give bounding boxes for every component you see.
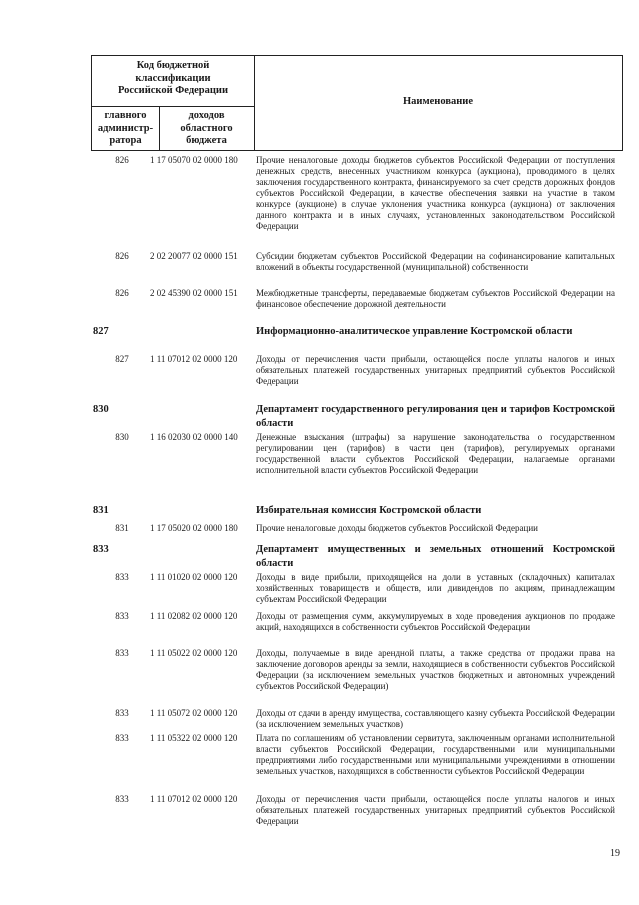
admin-code: 833 <box>115 733 129 743</box>
header-code-title: Код бюджетной классификации Российской Федерации <box>117 60 229 96</box>
admin-code: 831 <box>115 523 129 533</box>
budget-code: 1 11 05322 02 0000 120 <box>150 733 238 743</box>
revenue-description: Доходы в виде прибыли, приходящейся на доли в уставных (складочных) капиталах хозяйственных товариществ и обществ, или дивидендов по акциям, принадлежащим субъектам Российской Федерации <box>256 572 615 604</box>
budget-code: 1 17 05020 02 0000 180 <box>150 523 238 533</box>
budget-code: 1 11 05022 02 0000 120 <box>150 648 238 658</box>
budget-code: 1 11 07012 02 0000 120 <box>150 354 238 364</box>
admin-code: 833 <box>115 611 129 621</box>
header-name-title: Наименование <box>403 96 473 107</box>
admin-code: 827 <box>115 354 129 364</box>
revenue-description: Доходы от перечисления части прибыли, остающейся после уплаты налогов и иных обязательных платежей государственных унитарных предприятий субъектов Российской Федерации <box>256 354 615 386</box>
revenue-description: Прочие неналоговые доходы бюджетов субъектов Российской Федерации <box>256 523 538 533</box>
admin-code: 833 <box>115 794 129 804</box>
table-header <box>91 55 623 151</box>
budget-code: 1 11 02082 02 0000 120 <box>150 611 238 621</box>
admin-code: 831 <box>93 505 109 516</box>
budget-code: 2 02 45390 02 0000 151 <box>150 288 238 298</box>
revenue-description: Доходы от сдачи в аренду имущества, составляющего казну субъекта Российской Федерации (за исключением земельных участков) <box>256 708 615 729</box>
admin-code: 833 <box>115 572 129 582</box>
admin-code: 830 <box>115 432 129 442</box>
revenue-description: Доходы от размещения сумм, аккумулируемых в ходе проведения аукционов по продаже акций, находящихся в собственности субъектов Российской Федерации <box>256 611 615 632</box>
revenue-description: Денежные взыскания (штрафы) за нарушение законодательства о государственном регулировании цен (тарифов) в части цен (тарифов), регулируемых органами государственной власти субъектов Российской Федерации, налагаемые органами исполнительной власти субъектов Российской Федерации <box>256 432 615 475</box>
admin-code: 826 <box>115 251 129 261</box>
revenue-description: Плата по соглашениям об установлении сервитута, заключенным органами исполнительной власти субъектов Российской Федерации, государственными или муниципальными предприятиями либо государственными или муниципальными учреждениями в отношении земельных участков, находящихся в собственности субъектов Российской Федерации <box>256 733 615 776</box>
revenue-description: Доходы, получаемые в виде арендной платы, а также средства от продажи права на заключение договоров аренды за земли, находящиеся в собственности субъектов Российской Федерации (за исключением земельных участков бюджетных и автономных учреждений субъектов Российской Федерации) <box>256 648 615 691</box>
revenue-description: Субсидии бюджетам субъектов Российской Федерации на софинансирование капитальных вложений в объекты государственной (муниципальной) собственности <box>256 251 615 272</box>
admin-code: 830 <box>93 404 109 415</box>
page-number: 19 <box>610 848 620 859</box>
admin-code: 833 <box>115 648 129 658</box>
section-title: Департамент имущественных и земельных отношений Костромской области <box>256 544 615 569</box>
revenue-description: Межбюджетные трансферты, передаваемые бюджетам субъектов Российской Федерации на финансовое обеспечение дорожной деятельности <box>256 288 615 309</box>
header-admin-title: главного администр- ратора <box>97 110 154 146</box>
admin-code: 826 <box>115 155 129 165</box>
section-title: Информационно-аналитическое управление Костромской области <box>256 326 573 337</box>
header-divider-sub <box>92 106 254 107</box>
revenue-description: Прочие неналоговые доходы бюджетов субъектов Российской Федерации от поступления денежных средств, внесенных участником конкурса (аукциона), проводимого в целях заключения государственного контракта, финансируемого за счет средств дорожных фондов субъектов Российской Федерации, в качестве обеспечения заявки на участие в таком конкурсе (аукционе) в случае уклонения участника конкурса (аукциона) от заключения данного контракта и в иных случаях, установленных законодательством Российской Федерации <box>256 155 615 231</box>
admin-code: 826 <box>115 288 129 298</box>
budget-code: 1 16 02030 02 0000 140 <box>150 432 238 442</box>
budget-code: 1 17 05070 02 0000 180 <box>150 155 238 165</box>
revenue-description: Доходы от перечисления части прибыли, остающейся после уплаты налогов и иных обязательных платежей государственных унитарных предприятий субъектов Российской Федерации <box>256 794 615 826</box>
section-title: Избирательная комиссия Костромской области <box>256 505 482 516</box>
header-revenue-title: доходов областного бюджета <box>180 110 233 146</box>
section-title: Департамент государственного регулирования цен и тарифов Костромской области <box>256 404 615 429</box>
budget-code: 1 11 07012 02 0000 120 <box>150 794 238 804</box>
budget-code: 1 11 01020 02 0000 120 <box>150 572 238 582</box>
admin-code: 833 <box>93 544 109 555</box>
admin-code: 827 <box>93 326 109 337</box>
budget-code: 1 11 05072 02 0000 120 <box>150 708 238 718</box>
budget-code: 2 02 20077 02 0000 151 <box>150 251 238 261</box>
admin-code: 833 <box>115 708 129 718</box>
